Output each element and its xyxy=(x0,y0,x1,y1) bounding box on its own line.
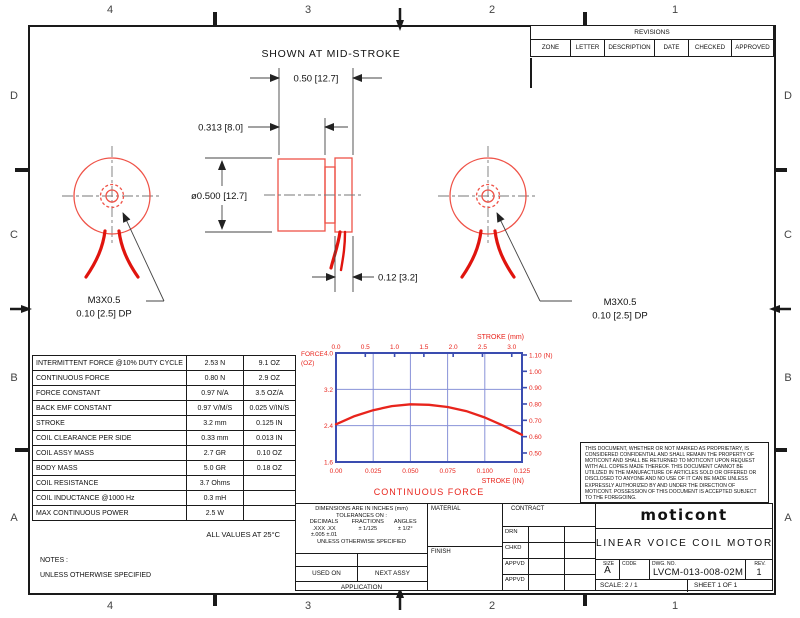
spec-row: CONTINUOUS FORCE 0.80 N 2.9 OZ xyxy=(33,371,296,386)
svg-text:(OZ): (OZ) xyxy=(301,360,315,367)
notes-line: UNLESS OTHERWISE SPECIFIED xyxy=(40,572,152,579)
thread-callout-left xyxy=(76,213,164,320)
signature-row: DRN xyxy=(503,527,595,543)
zone-col-label: 4 xyxy=(106,4,114,16)
tolerance-block xyxy=(295,503,428,591)
svg-text:0.10 [2.5] DP: 0.10 [2.5] DP xyxy=(592,310,648,322)
zone-row-label: D xyxy=(10,90,18,102)
notes-title: NOTES : xyxy=(40,557,69,564)
zone-col-label: 1 xyxy=(671,4,679,16)
lead-wire xyxy=(331,232,340,268)
dwg-number-row xyxy=(596,560,772,580)
svg-text:M3X0.5: M3X0.5 xyxy=(87,295,121,306)
revisions-header-row xyxy=(531,40,773,56)
svg-text:0.050: 0.050 xyxy=(402,468,419,475)
spec-row: MAX CONTINUOUS POWER 2.5 W xyxy=(33,506,296,521)
svg-text:3.2: 3.2 xyxy=(323,386,333,394)
signature-row: CHKD xyxy=(503,543,595,559)
scale-row xyxy=(596,580,772,592)
revisions-table xyxy=(530,25,774,57)
shown-at-note: SHOWN AT MID-STROKE xyxy=(261,48,401,60)
spec-footnote: ALL VALUES AT 25°C xyxy=(206,530,280,539)
revisions-col-header: LETTER xyxy=(571,40,605,56)
company-logo: moticont xyxy=(596,504,772,529)
tol-columns xyxy=(296,519,427,539)
tol-line1: DIMENSIONS ARE IN INCHES (mm) xyxy=(315,506,408,512)
spec-table xyxy=(32,355,296,521)
svg-text:1.10 (N): 1.10 (N) xyxy=(529,352,553,360)
spec-row: INTERMITTENT FORCE @10% DUTY CYCLE 2.53 N 9.1 OZ xyxy=(33,356,296,371)
material-block xyxy=(427,503,503,591)
spec-row: BODY MASS 5.0 GR 0.18 OZ xyxy=(33,461,296,476)
spec-row: STROKE 3.2 mm 0.125 IN xyxy=(33,416,296,431)
zone-row-label: C xyxy=(784,229,792,241)
size-cell: SIZE A xyxy=(596,560,620,579)
svg-text:2.4: 2.4 xyxy=(323,423,333,431)
zone-col-label: 4 xyxy=(106,600,114,612)
thread-callout-right xyxy=(497,213,648,322)
svg-text:STROKE (mm): STROKE (mm) xyxy=(476,334,524,341)
svg-text:1.00: 1.00 xyxy=(529,368,542,376)
used-on-row xyxy=(296,567,427,582)
svg-text:0.90: 0.90 xyxy=(529,385,542,393)
end-view-right xyxy=(438,146,538,277)
revisions-title: REVISIONS xyxy=(531,26,773,40)
zone-row-label: A xyxy=(784,512,792,524)
svg-text:0.00: 0.00 xyxy=(329,468,343,475)
svg-text:0.50: 0.50 xyxy=(529,450,542,458)
svg-text:4.0: 4.0 xyxy=(323,350,333,358)
svg-text:0.70: 0.70 xyxy=(529,417,542,425)
dim-body-length: 0.313 [8.0] xyxy=(198,122,243,134)
contract-label: CONTRACT xyxy=(503,504,595,527)
zone-col-label: 2 xyxy=(488,4,496,16)
svg-text:0.125: 0.125 xyxy=(513,468,531,475)
revisions-table-edge xyxy=(530,58,532,88)
zone-col-label: 3 xyxy=(304,600,312,612)
spec-row: COIL INDUCTANCE @1000 Hz 0.3 mH xyxy=(33,491,296,506)
end-view-left xyxy=(62,146,162,277)
revisions-col-header: APPROVED xyxy=(735,44,770,51)
continuous-force-chart xyxy=(300,330,560,502)
svg-text:0.80: 0.80 xyxy=(529,401,542,409)
lead-wire xyxy=(341,232,345,270)
spec-row: BACK EMF CONSTANT 0.97 V/M/S 0.025 V/IN/S xyxy=(33,401,296,416)
svg-text:3.0: 3.0 xyxy=(507,344,517,351)
lead-wire xyxy=(119,231,138,277)
tol-line2: TOLERANCES ON : xyxy=(336,512,387,519)
zone-col-label: 3 xyxy=(304,4,312,16)
drawing-title: LINEAR VOICE COIL MOTOR xyxy=(596,529,772,560)
zone-row-label: B xyxy=(10,372,18,384)
application-empty-row xyxy=(296,554,427,567)
sheet-label: SHEET 1 OF 1 xyxy=(694,582,738,589)
svg-text:STROKE (IN): STROKE (IN) xyxy=(481,478,524,485)
lead-wire xyxy=(495,231,514,277)
code-cell: CODE xyxy=(620,560,650,579)
svg-text:M3X0.5: M3X0.5 xyxy=(603,297,637,308)
svg-text:0.0: 0.0 xyxy=(331,344,341,351)
revisions-col-header: DATE xyxy=(655,40,689,56)
tol-angles: ANGLES ± 1/2° xyxy=(393,519,417,532)
signature-rows xyxy=(503,527,595,591)
zone-row-label: D xyxy=(784,90,792,102)
svg-text:0.100: 0.100 xyxy=(476,468,493,475)
next-assy-label: NEXT ASSY xyxy=(375,570,410,577)
svg-text:1.5: 1.5 xyxy=(419,344,429,351)
dwg-no-cell: DWG. NO. LVCM-013-008-02M xyxy=(650,560,746,579)
side-view xyxy=(264,158,364,270)
zone-row-label: C xyxy=(10,229,18,241)
svg-text:0.025: 0.025 xyxy=(365,468,382,475)
signature-row: APPVD xyxy=(503,575,595,591)
used-on-label: USED ON xyxy=(296,567,358,581)
dimensions xyxy=(191,48,418,292)
tol-unless: UNLESS OTHERWISE SPECIFIED xyxy=(317,538,406,545)
svg-text:0.60: 0.60 xyxy=(529,434,542,442)
scale-label: SCALE: 2 / 1 xyxy=(596,580,688,592)
zone-col-label: 2 xyxy=(488,600,496,612)
zone-col-label: 1 xyxy=(671,600,679,612)
dim-total-length: 0.50 [12.7] xyxy=(293,73,339,85)
dim-flange-width: 0.12 [3.2] xyxy=(378,272,418,284)
spec-row: COIL ASSY MASS 2.7 GR 0.10 OZ xyxy=(33,446,296,461)
rev-cell: REV. 1 xyxy=(746,560,772,579)
dwg-number: LVCM-013-008-02M xyxy=(653,567,744,578)
proprietary-disclaimer: THIS DOCUMENT, WHETHER OR NOT MARKED AS PROPRIETARY, IS CONSIDERED CONFIDENTIAL AND SHALL REMAIN THE PROPERTY OF MOTICONT AND SHALL BE RETURNED TO MOTICONT UPON REQUEST WITH ALL COPIES MADE THEREOF. THIS DOCUMENT CANNOT BE UTILIZED IN THE MANUFACTURE OF ARTICLES SOLD OR OFFERED OR DISCLOSED TO ANYONE AND NO USE OF IT CAN BE MADE UNLESS EXPRESSLY AUTHORIZED BY AND UNDER THE DIRECTION OF MOTICONT. POSSESSION OF THIS DOCUMENT IS ACCEPTED SUBJECT TO THE FOREGOING. xyxy=(580,442,769,503)
svg-text:CONTINUOUS FORCE: CONTINUOUS FORCE xyxy=(373,487,485,497)
dim-diameter: ø0.500 [12.7] xyxy=(191,191,247,202)
spec-row: COIL RESISTANCE 3.7 Ohms xyxy=(33,476,296,491)
svg-text:2.5: 2.5 xyxy=(477,344,487,351)
svg-text:1.6: 1.6 xyxy=(323,459,333,467)
revisions-col-header: CHECKED xyxy=(689,40,732,56)
svg-text:FORCE: FORCE xyxy=(301,351,324,358)
revisions-col-header: DESCRIPTION xyxy=(605,40,655,56)
tol-decimals: DECIMALS .XXX .XX ±.005 ±.01 xyxy=(309,519,339,538)
lead-wire xyxy=(86,231,105,277)
zone-row-label: A xyxy=(10,512,18,524)
svg-text:1.0: 1.0 xyxy=(390,344,400,351)
tol-fractions: FRACTIONS ± 1/125 xyxy=(351,519,384,532)
zone-row-label: B xyxy=(784,372,792,384)
svg-text:2.0: 2.0 xyxy=(448,344,458,351)
lead-wire xyxy=(462,231,481,277)
signature-row: APPVD xyxy=(503,559,595,575)
spec-row: COIL CLEARANCE PER SIDE 0.33 mm 0.013 IN xyxy=(33,431,296,446)
tolerance-note xyxy=(296,504,427,554)
revisions-col-header: ZONE xyxy=(531,40,571,56)
material-label: MATERIAL xyxy=(428,504,502,547)
svg-text:0.075: 0.075 xyxy=(439,468,456,475)
size-value: A xyxy=(604,565,611,576)
svg-text:0.10 [2.5] DP: 0.10 [2.5] DP xyxy=(76,308,132,320)
contract-block xyxy=(502,503,596,591)
application-label: APPLICATION xyxy=(340,584,383,591)
svg-text:0.5: 0.5 xyxy=(360,344,370,351)
rev-value: 1 xyxy=(756,567,762,577)
title-block xyxy=(595,503,773,591)
finish-label: FINISH xyxy=(431,549,451,555)
spec-row: FORCE CONSTANT 0.97 N/A 3.5 OZ/A xyxy=(33,386,296,401)
